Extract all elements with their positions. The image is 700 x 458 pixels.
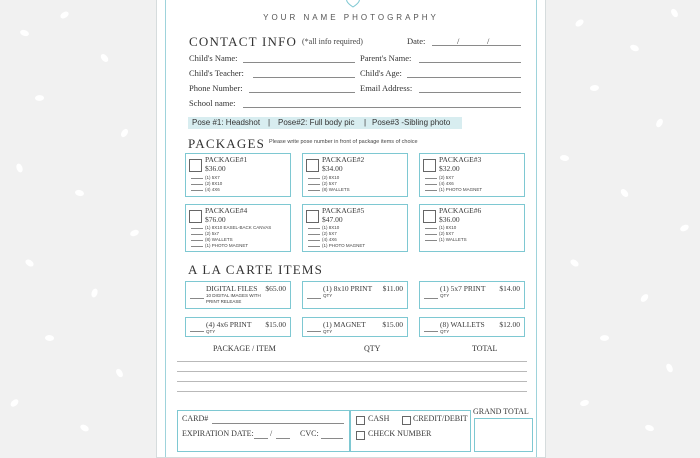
order-line[interactable] [177, 391, 527, 392]
item-name: (1) MAGNET [323, 320, 366, 329]
expiration-month-field[interactable] [254, 438, 268, 439]
childs-name-field[interactable] [243, 62, 355, 63]
qty-label: QTY [440, 329, 450, 334]
package-1-price: $36.00 [205, 164, 226, 173]
order-line[interactable] [177, 381, 527, 382]
childs-name-label: Child's Name: [189, 53, 238, 63]
email-label: Email Address: [360, 83, 413, 93]
package-5-card[interactable] [302, 204, 408, 252]
card-payment-box [177, 410, 351, 452]
package-1-checkbox[interactable] [189, 159, 202, 172]
pose-1-label: Pose #1: Headshot [192, 118, 261, 127]
package-3-name: PACKAGE#3 [439, 155, 482, 164]
package-3-item: (4) 4X6 [425, 181, 454, 186]
heart-logo-icon [343, 0, 363, 9]
cash-checkbox[interactable] [356, 416, 365, 425]
childs-age-field[interactable] [407, 77, 521, 78]
package-5-item: (1) 8X10 [308, 225, 339, 230]
alacarte-heading: A LA CARTE ITEMS [188, 262, 324, 277]
package-5-item: (1) PHOTO MAGNET [308, 243, 365, 248]
qty-field[interactable] [424, 298, 438, 299]
cash-label: CASH [368, 414, 390, 423]
parents-name-field[interactable] [419, 62, 521, 63]
grand-total-label: GRAND TOTAL [473, 407, 529, 416]
item-price: $12.00 [499, 320, 520, 329]
school-name-label: School name: [189, 98, 236, 108]
item-price: $11.00 [382, 284, 403, 293]
package-5-item: (4) 4X6 [308, 237, 337, 242]
qty-field[interactable] [190, 298, 204, 299]
qty-field[interactable] [307, 298, 321, 299]
item-price: $15.00 [265, 320, 286, 329]
qty-label: QTY [440, 293, 450, 298]
package-2-item: (8) WALLETS [308, 187, 350, 192]
package-5-item: (2) 5X7 [308, 231, 337, 236]
column-qty: QTY [364, 344, 381, 353]
package-2-item: (2) 8X10 [308, 175, 339, 180]
qty-label: QTY [323, 329, 333, 334]
expiration-separator: / [270, 429, 273, 438]
package-6-item: (1) 8X10 [425, 225, 456, 230]
qty-label: QTY [206, 329, 216, 334]
order-form-sheet [156, 0, 546, 458]
packages-note: Please write pose number in front of package items of choice [269, 139, 418, 145]
package-4-item: (2) 5x7 [191, 231, 219, 236]
package-1-name: PACKAGE#1 [205, 155, 248, 164]
pose-options-bar [188, 117, 462, 129]
package-4-card[interactable] [185, 204, 291, 252]
parents-name-label: Parent's Name: [360, 53, 412, 63]
credit-checkbox[interactable] [402, 416, 411, 425]
package-4-item: (1) 8X10 EASEL-BACK CANVAS [191, 225, 271, 230]
order-line[interactable] [177, 371, 527, 372]
package-6-card[interactable] [419, 204, 525, 252]
expiration-year-field[interactable] [276, 438, 290, 439]
date-separator-1: / [457, 36, 460, 46]
phone-label: Phone Number: [189, 83, 243, 93]
item-price: $14.00 [499, 284, 520, 293]
item-name: (1) 8x10 PRINT [323, 284, 373, 293]
package-4-checkbox[interactable] [189, 210, 202, 223]
pose-separator-2: | [364, 118, 367, 127]
package-5-price: $47.00 [322, 215, 343, 224]
package-6-item: (2) 5X7 [425, 231, 454, 236]
qty-label: QTY [323, 293, 333, 298]
item-name: (8) WALLETS [440, 320, 485, 329]
package-1-item: (1) 5X7 [191, 175, 220, 180]
payment-method-box [349, 410, 471, 452]
package-2-name: PACKAGE#2 [322, 155, 365, 164]
qty-field[interactable] [307, 331, 321, 332]
contact-info-heading: CONTACT INFO [189, 34, 298, 49]
alacarte-digital-files[interactable] [185, 281, 291, 309]
alacarte-8x10-print[interactable] [302, 281, 408, 309]
package-2-price: $34.00 [322, 164, 343, 173]
package-2-card[interactable] [302, 153, 408, 197]
item-name: (4) 4x6 PRINT [206, 320, 252, 329]
package-3-price: $32.00 [439, 164, 460, 173]
brand-name: YOUR NAME PHOTOGRAPHY [263, 13, 439, 22]
card-number-label: CARD# [182, 414, 209, 423]
package-6-price: $36.00 [439, 215, 460, 224]
school-name-field[interactable] [243, 107, 521, 108]
childs-teacher-field[interactable] [253, 77, 355, 78]
check-checkbox[interactable] [356, 431, 365, 440]
item-price: $15.00 [382, 320, 403, 329]
required-note: (*all info required) [302, 37, 363, 46]
package-2-checkbox[interactable] [306, 159, 319, 172]
package-3-item: (2) 5X7 [425, 175, 454, 180]
alacarte-wallets[interactable] [419, 317, 525, 337]
alacarte-4x6-print[interactable] [185, 317, 291, 337]
package-3-checkbox[interactable] [423, 159, 436, 172]
package-3-item: (1) PHOTO MAGNET [425, 187, 482, 192]
pose-3-label: Pose#3 -Sibling photo [372, 118, 451, 127]
package-3-card[interactable] [419, 153, 525, 197]
package-4-name: PACKAGE#4 [205, 206, 248, 215]
order-line[interactable] [177, 361, 527, 362]
pose-2-label: Pose#2: Full body pic [278, 118, 355, 127]
expiration-label: EXPIRATION DATE: [182, 429, 254, 438]
item-description: 10 DIGITAL IMAGES WITH PRINT RELEASE [206, 293, 261, 304]
cvc-field[interactable] [321, 438, 343, 439]
cvc-label: CVC: [300, 429, 319, 438]
pose-separator-1: | [268, 118, 271, 127]
package-6-checkbox[interactable] [423, 210, 436, 223]
package-5-name: PACKAGE#5 [322, 206, 365, 215]
credit-label: CREDIT/DEBIT [413, 414, 468, 423]
package-4-item: (1) PHOTO MAGNET [191, 243, 248, 248]
date-field[interactable] [432, 45, 521, 46]
alacarte-magnet[interactable] [302, 317, 408, 337]
childs-age-label: Child's Age: [360, 68, 402, 78]
package-1-item: (4) 4X6 [191, 187, 220, 192]
item-name: (1) 5x7 PRINT [440, 284, 486, 293]
alacarte-5x7-print[interactable] [419, 281, 525, 309]
item-price: $65.00 [265, 284, 286, 293]
grand-total-field[interactable] [474, 418, 533, 452]
qty-field[interactable] [424, 331, 438, 332]
item-name: DIGITAL FILES [206, 284, 258, 293]
column-package-item: PACKAGE / ITEM [213, 344, 276, 353]
package-2-item: (2) 5X7 [308, 181, 337, 186]
package-4-price: $76.00 [205, 215, 226, 224]
check-number-label: CHECK NUMBER [368, 429, 432, 438]
package-4-item: (8) WALLETS [191, 237, 233, 242]
package-6-item: (1) WALLETS [425, 237, 467, 242]
column-total: TOTAL [472, 344, 498, 353]
qty-field[interactable] [190, 331, 204, 332]
date-label: Date: [407, 36, 426, 46]
package-5-checkbox[interactable] [306, 210, 319, 223]
card-number-field[interactable] [212, 423, 344, 424]
email-field[interactable] [419, 92, 521, 93]
package-1-item: (2) 8X10 [191, 181, 222, 186]
packages-heading: PACKAGES [188, 136, 266, 151]
phone-field[interactable] [249, 92, 355, 93]
package-1-card[interactable] [185, 153, 291, 197]
childs-teacher-label: Child's Teacher: [189, 68, 244, 78]
date-separator-2: / [487, 36, 490, 46]
package-6-name: PACKAGE#6 [439, 206, 482, 215]
